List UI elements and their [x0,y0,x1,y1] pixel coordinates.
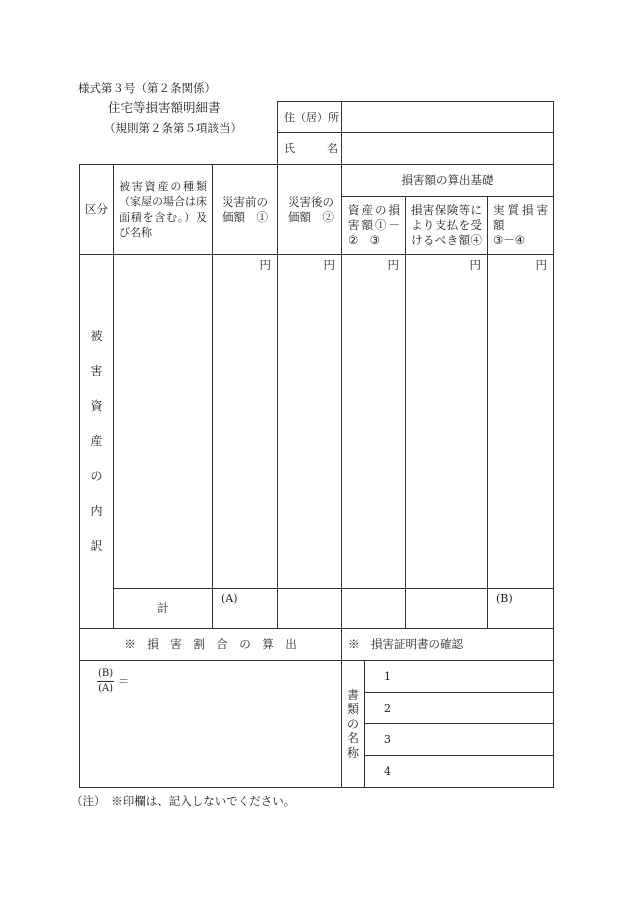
ratio-equals-sign: ＝ [118,675,130,688]
header-insurance-line: より支払を受 [411,218,482,232]
total-value-before [213,589,278,629]
name-label: 氏 名 [278,133,342,165]
document-title: 住宅等損害額明細書 [108,100,221,115]
yen-unit: 円 [323,258,335,272]
total-label: 計 [114,589,213,629]
header-insurance-payment [406,197,488,255]
certificate-row-1 [80,661,554,693]
net-loss-entry [488,255,554,589]
document-row-number: 3 [384,733,391,746]
header-value-after [278,165,342,255]
value-after-entry [278,255,342,589]
header-value-after-line: 災害後の [288,194,334,209]
total-value-after [278,589,342,629]
header-asset-type-line: 面積を含む。）及 [119,210,207,224]
document-name-label-cell [342,661,365,788]
total-net-loss [488,589,554,629]
damage-detail-table [79,164,554,788]
header-net-loss-line: ③－④ [493,233,526,247]
document-row-number: 1 [384,670,391,683]
header-value-before-line: 災害前の [222,194,268,209]
header-asset-type-line: 被害資産の種類 [119,179,207,193]
header-asset-loss-line: 資産の損 [348,203,400,217]
document-row-number: 2 [384,701,391,715]
ratio-fraction [97,668,114,695]
header-row-1 [80,165,554,197]
document-name-label: 書類の名称 [346,687,359,760]
section-heading-row [80,629,554,661]
insurance-payment-entry [406,255,488,589]
header-asset-type-line: び名称 [119,226,152,239]
header-calculation-basis: 損害額の算出基礎 [342,165,554,197]
ratio-calculation-area [80,661,342,788]
document-entry-3 [365,724,554,756]
asset-detail-row [80,255,554,589]
header-net-loss-line: 額 [493,218,505,232]
value-before-entry [213,255,278,589]
address-label: 住（居）所 [278,102,342,133]
certificate-heading: ※ 損害証明書の確認 [342,629,554,661]
name-value-field [342,133,554,165]
document-subtitle: （規則第２条第５項該当） [104,121,242,135]
header-category: 区分 [80,165,114,255]
ratio-heading: ※ 損 害 割 合 の 算 出 [80,629,342,661]
section-label-cell [80,255,114,629]
address-row [278,102,554,133]
total-asset-loss [342,589,406,629]
header-asset-loss-line: ② ③ [348,233,381,247]
header-value-after-line: 価額 ② [288,209,334,224]
asset-loss-entry [342,255,406,589]
document-entry-1 [365,661,554,693]
applicant-box [277,101,554,165]
yen-unit: 円 [535,258,547,272]
header-asset-loss [342,197,406,255]
name-row [278,133,554,165]
total-row [80,589,554,629]
yen-unit: 円 [469,258,481,272]
header-asset-type [114,165,213,255]
header-net-loss [488,197,554,255]
header-insurance-line: けるべき額④ [411,233,482,247]
document-entry-2 [365,693,554,724]
header-asset-type-line: （家屋の場合は床 [119,195,207,208]
header-value-before-line: 価額 ① [222,209,268,224]
address-value-field [342,102,554,133]
header-insurance-line: 損害保険等に [411,203,482,217]
yen-unit: 円 [387,258,399,272]
form-number: 様式第３号（第２条関係） [78,81,216,95]
header-net-loss-line: 実質損害 [493,203,548,217]
header-value-before [213,165,278,255]
ratio-denominator: (A) [98,683,114,694]
document-row-number: 4 [384,765,391,778]
yen-unit: 円 [259,258,271,272]
footnote: （注） ※印欄は、記入しないでください。 [71,794,296,808]
total-insurance-payment [406,589,488,629]
document-entry-4 [365,756,554,788]
asset-type-entry [114,255,213,589]
marker-a: (A) [221,592,238,605]
section-label-damaged-assets: 被害資産の内訳 [90,329,103,553]
marker-b: (B) [496,592,513,605]
ratio-numerator: (B) [97,668,114,682]
header-asset-loss-line: 害額①－ [348,218,400,232]
